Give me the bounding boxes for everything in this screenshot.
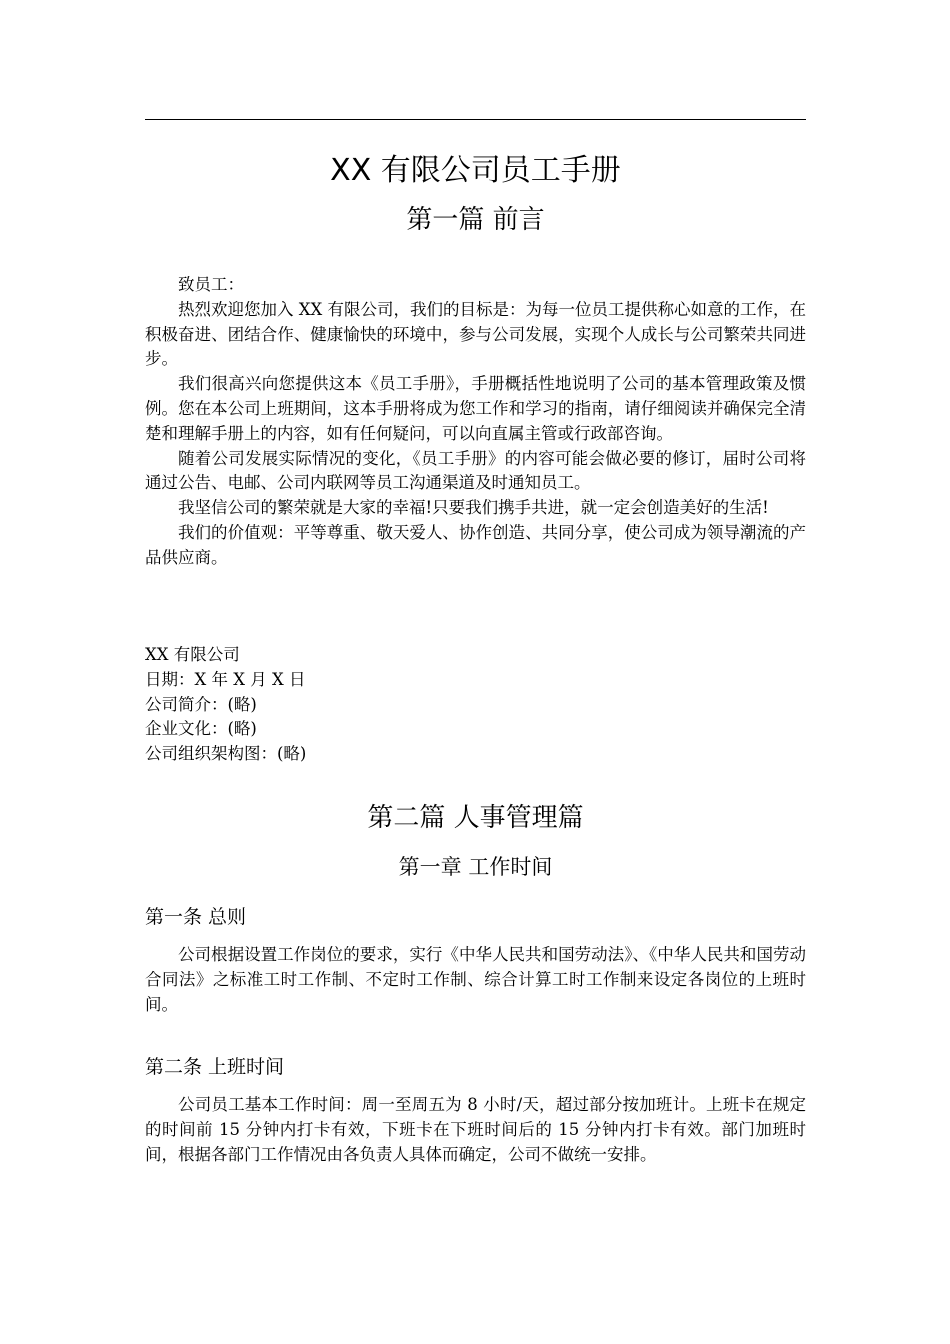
company-intro-line: 公司简介：(略) bbox=[145, 694, 257, 714]
preface-paragraph: 热烈欢迎您加入 XX 有限公司，我们的目标是：为每一位员工提供称心如意的工作，在积极奋进、团结合作、健康愉快的环境中，参与公司发展，实现个人成长与公司繁荣共同进步。 bbox=[145, 299, 806, 369]
corporate-culture-line: 企业文化：(略) bbox=[145, 719, 257, 739]
article-2-title: 第二条 上班时间 bbox=[145, 1056, 285, 1078]
article-paragraph: 公司根据设置工作岗位的要求，实行《中华人民共和国劳动法》、《中华人民共和国劳动合同法》之标准工时工作制、不定时工作制、综合计算工时工作制来设定各岗位的上班时间。 bbox=[145, 945, 806, 1014]
part-2-title: 第二篇 人事管理篇 bbox=[367, 803, 584, 833]
preface-body bbox=[145, 273, 806, 571]
chapter-1-title: 第一章 工作时间 bbox=[398, 855, 553, 879]
header-rule bbox=[145, 119, 806, 120]
preface-paragraph: 我们的价值观：平等尊重、敬天爱人、协作创造、共同分享，使公司成为领导潮流的产品供应商。 bbox=[145, 522, 806, 567]
org-chart-line: 公司组织架构图：(略) bbox=[145, 744, 307, 764]
signature-date: 日期：X 年 X 月 X 日 bbox=[145, 669, 306, 689]
preface-paragraph: 我们很高兴向您提供这本《员工手册》，手册概括性地说明了公司的基本管理政策及惯例。您在本公司上班期间，这本手册将成为您工作和学习的指南，请仔细阅读并确保完全清楚和理解手册上的内容，如有任何疑问，可以向直属主管或行政部咨询。 bbox=[145, 374, 806, 443]
part-1-title: 第一篇 前言 bbox=[406, 205, 545, 235]
preface-signature bbox=[145, 643, 806, 767]
article-1-title: 第一条 总则 bbox=[145, 906, 247, 928]
preface-paragraph: 我坚信公司的繁荣就是大家的幸福!只要我们携手共进，就一定会创造美好的生活! bbox=[178, 498, 769, 518]
preface-salutation: 致员工： bbox=[178, 275, 244, 294]
signature-company: XX 有限公司 bbox=[145, 645, 240, 664]
article-1-body bbox=[145, 943, 806, 1017]
article-2-body bbox=[145, 1093, 806, 1167]
article-paragraph: 公司员工基本工作时间：周一至周五为 8 小时/天，超过部分按加班计。上班卡在规定的时间前 15 分钟内打卡有效，下班卡在下班时间后的 15 分钟内打卡有效。部门加班时间，根据各部门工作情况由各负责人具体而确定，公司不做统一安排。 bbox=[145, 1095, 806, 1164]
document-title: XX 有限公司员工手册 bbox=[330, 153, 621, 188]
preface-paragraph: 随着公司发展实际情况的变化，《员工手册》的内容可能会做必要的修订，届时公司将通过公告、电邮、公司内联网等员工沟通渠道及时通知员工。 bbox=[145, 448, 806, 493]
